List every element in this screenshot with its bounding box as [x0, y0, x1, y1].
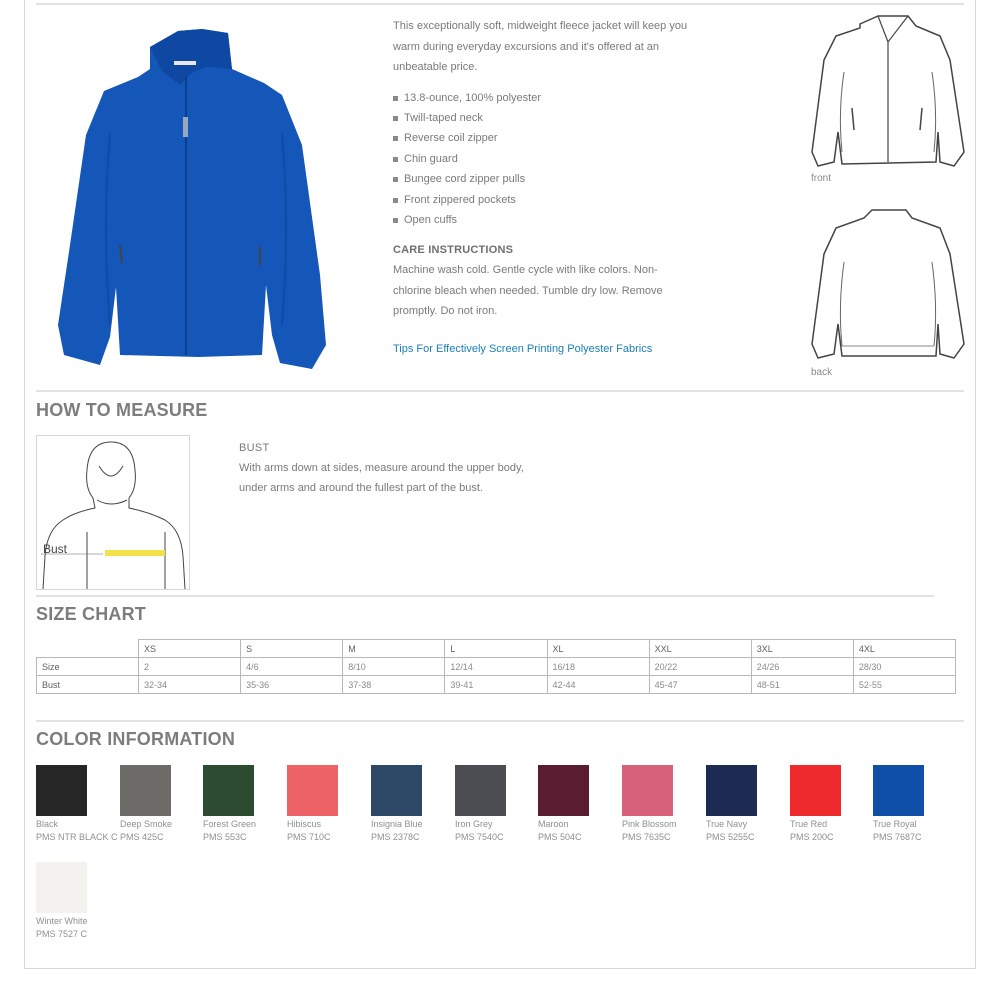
- feature-list: [393, 88, 698, 231]
- divider: [36, 720, 964, 722]
- color-chip: [203, 765, 254, 816]
- table-cell: 2: [139, 658, 241, 676]
- color-chip: [706, 765, 757, 816]
- color-name: Black: [36, 819, 59, 829]
- divider: [36, 595, 934, 597]
- color-swatch: [873, 765, 957, 843]
- color-information-title: COLOR INFORMATION: [36, 729, 236, 749]
- table-cell: 24/26: [751, 658, 853, 676]
- table-row: [37, 676, 956, 694]
- color-name: Insignia Blue: [371, 819, 423, 829]
- color-pms-code: PMS 2378C: [371, 831, 420, 842]
- color-pms-code: PMS 5255C: [706, 831, 755, 842]
- feature-item: Twill-taped neck: [393, 108, 698, 128]
- color-swatch: [706, 765, 790, 843]
- color-chip: [120, 765, 171, 816]
- care-instructions-text: Machine wash cold. Gentle cycle with like colors. Non-chlorine bleach when needed. Tumble dry low. Remove promptly. Do not iron.: [393, 264, 663, 317]
- color-name: Maroon: [538, 819, 569, 829]
- size-header-row: [37, 640, 956, 658]
- color-swatch: [203, 765, 287, 843]
- color-swatch: [790, 765, 874, 843]
- size-column-header: S: [241, 640, 343, 658]
- color-chip: [622, 765, 673, 816]
- size-column-header: M: [343, 640, 445, 658]
- jacket-product-image: [50, 25, 335, 375]
- table-cell: 45-47: [649, 676, 751, 694]
- color-chip: [873, 765, 924, 816]
- table-cell: 52-55: [853, 676, 955, 694]
- color-swatch: [371, 765, 455, 843]
- size-column-header: 4XL: [853, 640, 955, 658]
- bust-description: With arms down at sides, measure around the upper body, under arms and around the fullest part of the bust.: [239, 462, 524, 495]
- color-swatch: [120, 765, 204, 843]
- color-name: Hibiscus: [287, 819, 322, 829]
- color-name: Iron Grey: [455, 819, 493, 829]
- divider: [36, 390, 964, 392]
- bust-measure-illustration: [36, 435, 190, 590]
- table-cell: 37-38: [343, 676, 445, 694]
- color-swatch: [538, 765, 622, 843]
- color-chip: [287, 765, 338, 816]
- color-swatch: [622, 765, 706, 843]
- table-cell: 42-44: [547, 676, 649, 694]
- color-swatch: [455, 765, 539, 843]
- bust-heading: BUST: [239, 442, 270, 454]
- bust-measure-instructions: [239, 438, 549, 499]
- color-pms-code: PMS 710C: [287, 831, 331, 842]
- color-chip: [36, 862, 87, 913]
- table-cell: 12/14: [445, 658, 547, 676]
- table-cell: 28/30: [853, 658, 955, 676]
- feature-item: Front zippered pockets: [393, 190, 698, 210]
- feature-item: Bungee cord zipper pulls: [393, 169, 698, 189]
- jacket-front-sketch: [808, 12, 968, 172]
- table-cell: 39-41: [445, 676, 547, 694]
- table-cell: 48-51: [751, 676, 853, 694]
- size-column-header: L: [445, 640, 547, 658]
- size-chart-table: [36, 639, 956, 694]
- color-name: Pink Blossom: [622, 819, 677, 829]
- table-cell: 20/22: [649, 658, 751, 676]
- color-pms-code: PMS 7635C: [622, 831, 671, 842]
- body-outline-icon: [37, 436, 189, 589]
- screen-printing-tips-link[interactable]: Tips For Effectively Screen Printing Polyester Fabrics: [393, 342, 653, 355]
- jacket-back-sketch: [808, 206, 968, 364]
- color-pms-code: PMS 7687C: [873, 831, 922, 842]
- product-description-block: [393, 16, 698, 359]
- color-name: Forest Green: [203, 819, 257, 829]
- color-name: Deep Smoke: [120, 819, 173, 829]
- color-pms-code: PMS 7540C: [455, 831, 504, 842]
- color-chip: [371, 765, 422, 816]
- color-pms-code: PMS 553C: [203, 831, 247, 842]
- color-name: Winter White: [36, 916, 88, 926]
- table-cell: 16/18: [547, 658, 649, 676]
- feature-item: 13.8-ounce, 100% polyester: [393, 88, 698, 108]
- size-column-header: XXL: [649, 640, 751, 658]
- front-label: front: [811, 173, 832, 184]
- empty-cell: [37, 640, 139, 658]
- size-column-header: XL: [547, 640, 649, 658]
- care-instructions-title: CARE INSTRUCTIONS: [393, 244, 514, 257]
- color-pms-code: PMS 200C: [790, 831, 834, 842]
- table-cell: 4/6: [241, 658, 343, 676]
- color-chip: [36, 765, 87, 816]
- size-chart-title: SIZE CHART: [36, 604, 146, 624]
- color-swatch: [287, 765, 371, 843]
- product-description: This exceptionally soft, midweight fleece jacket will keep you warm during everyday excursions and it's offered at an unbeatable price.: [393, 20, 688, 73]
- color-pms-code: PMS 425C: [120, 831, 164, 842]
- size-column-header: 3XL: [751, 640, 853, 658]
- color-pms-code: PMS 7527 C: [36, 928, 88, 939]
- color-pms-code: PMS NTR BLACK C: [36, 831, 118, 842]
- back-label: back: [811, 367, 833, 378]
- color-chip: [455, 765, 506, 816]
- table-row: [37, 658, 956, 676]
- table-cell: 35-36: [241, 676, 343, 694]
- color-chip: [790, 765, 841, 816]
- color-name: True Navy: [706, 819, 748, 829]
- row-label: Size: [37, 658, 139, 676]
- table-cell: 32-34: [139, 676, 241, 694]
- how-to-measure-title: HOW TO MEASURE: [36, 400, 208, 420]
- table-cell: 8/10: [343, 658, 445, 676]
- feature-item: Chin guard: [393, 149, 698, 169]
- top-divider: [36, 3, 964, 5]
- row-label: Bust: [37, 676, 139, 694]
- color-pms-code: PMS 504C: [538, 831, 582, 842]
- bust-label: Bust: [43, 542, 68, 556]
- color-name: True Royal: [873, 819, 917, 829]
- color-name: True Red: [790, 819, 828, 829]
- feature-item: Open cuffs: [393, 210, 698, 230]
- color-swatch: [36, 862, 120, 940]
- color-swatch: [36, 765, 120, 843]
- size-column-header: XS: [139, 640, 241, 658]
- color-chip: [538, 765, 589, 816]
- feature-item: Reverse coil zipper: [393, 128, 698, 148]
